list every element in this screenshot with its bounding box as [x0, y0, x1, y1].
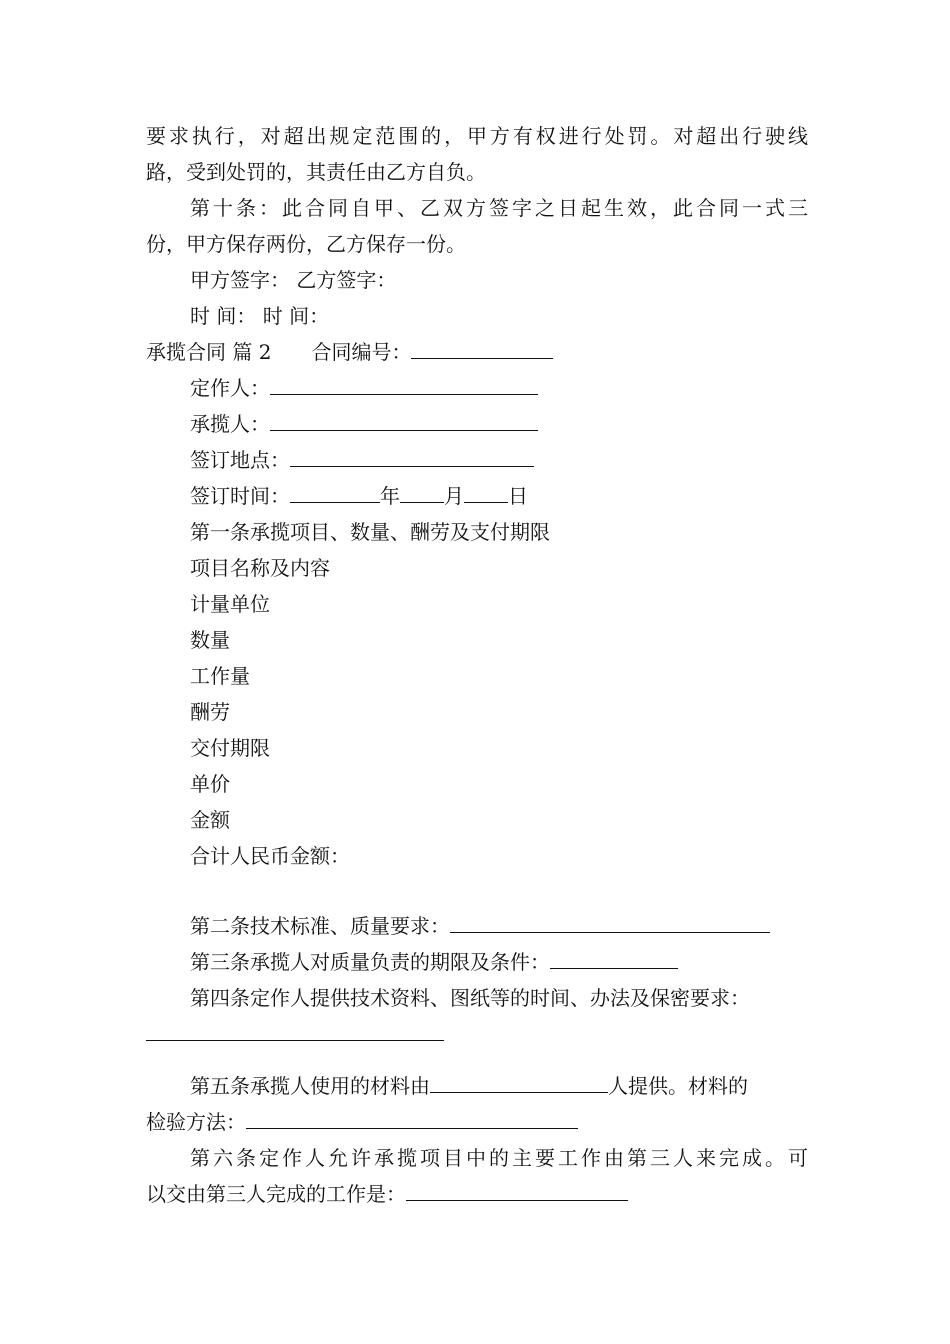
time-line: 时 间： 时 间：	[190, 304, 330, 328]
article-six-line-2	[146, 1176, 808, 1212]
sign-place-label: 签订地点：	[190, 448, 290, 472]
sign-place-blank[interactable]	[290, 445, 534, 467]
month-blank[interactable]	[400, 481, 444, 503]
year-label: 年	[380, 484, 400, 508]
signature-line: 甲方签字： 乙方签字：	[190, 268, 397, 292]
article-two-blank[interactable]	[450, 911, 770, 933]
text-line: 路，受到处罚的，其责任由乙方自负。	[146, 160, 486, 184]
orderer-label: 定作人：	[190, 376, 270, 400]
third-party-work-blank[interactable]	[406, 1179, 628, 1201]
section-heading: 承揽合同 篇 2	[146, 340, 272, 364]
article-two-line	[146, 908, 808, 944]
article-three-blank[interactable]	[550, 947, 678, 969]
text-line: 要求执行，对超出规定范围的，甲方有权进行处罚。对超出行驶线	[146, 124, 808, 148]
material-provider-blank[interactable]	[430, 1071, 608, 1093]
inspection-blank[interactable]	[246, 1107, 578, 1129]
orderer-line	[146, 370, 808, 406]
article-one-item: 工作量	[190, 664, 250, 688]
total-amount-line: 合计人民币金额：	[190, 844, 350, 868]
day-label: 日	[508, 484, 528, 508]
article-one-item: 计量单位	[190, 592, 270, 616]
article-one-item: 单价	[190, 772, 230, 796]
inspection-label: 检验方法：	[146, 1110, 246, 1134]
inspection-line	[146, 1104, 808, 1140]
article-four-blank-line	[146, 1016, 808, 1052]
article-one-item: 项目名称及内容	[190, 556, 330, 580]
article-six-line: 第六条定作人允许承揽项目中的主要工作由第三人来完成。可	[190, 1146, 808, 1170]
article-six-label: 以交由第三人完成的工作是：	[146, 1182, 406, 1206]
article-one-title: 第一条承揽项目、数量、酬劳及支付期限	[190, 520, 550, 544]
article-four-blank[interactable]	[146, 1019, 444, 1041]
article-three-line	[146, 944, 808, 980]
article-ten-line: 第十条：此合同自甲、乙双方签字之日起生效，此合同一式三	[190, 196, 808, 220]
contractor-blank[interactable]	[270, 409, 538, 431]
year-blank[interactable]	[290, 481, 380, 503]
orderer-blank[interactable]	[270, 373, 538, 395]
contract-no-label: 合同编号：	[311, 340, 412, 364]
sign-time-line	[146, 478, 808, 514]
article-five-label: 第五条承揽人使用的材料由	[190, 1074, 430, 1098]
document-page	[146, 118, 808, 1212]
article-one-item: 交付期限	[190, 736, 270, 760]
article-one-item: 金额	[190, 808, 230, 832]
sign-place-line	[146, 442, 808, 478]
article-four-line: 第四条定作人提供技术资料、图纸等的时间、办法及保密要求：	[190, 986, 750, 1010]
day-blank[interactable]	[464, 481, 508, 503]
article-three-label: 第三条承揽人对质量负责的期限及条件：	[190, 950, 550, 974]
contract-header-line	[146, 334, 808, 370]
article-five-label-2: 人提供。材料的	[608, 1074, 748, 1098]
article-one-item: 酬劳	[190, 700, 230, 724]
article-two-label: 第二条技术标准、质量要求：	[190, 914, 450, 938]
contractor-label: 承揽人：	[190, 412, 270, 436]
contractor-line	[146, 406, 808, 442]
text-line: 份，甲方保存两份，乙方保存一份。	[146, 232, 466, 256]
article-one-item: 数量	[190, 628, 230, 652]
contract-no-blank[interactable]	[411, 337, 553, 359]
sign-time-label: 签订时间：	[190, 484, 290, 508]
article-five-line	[146, 1068, 808, 1104]
month-label: 月	[444, 484, 464, 508]
